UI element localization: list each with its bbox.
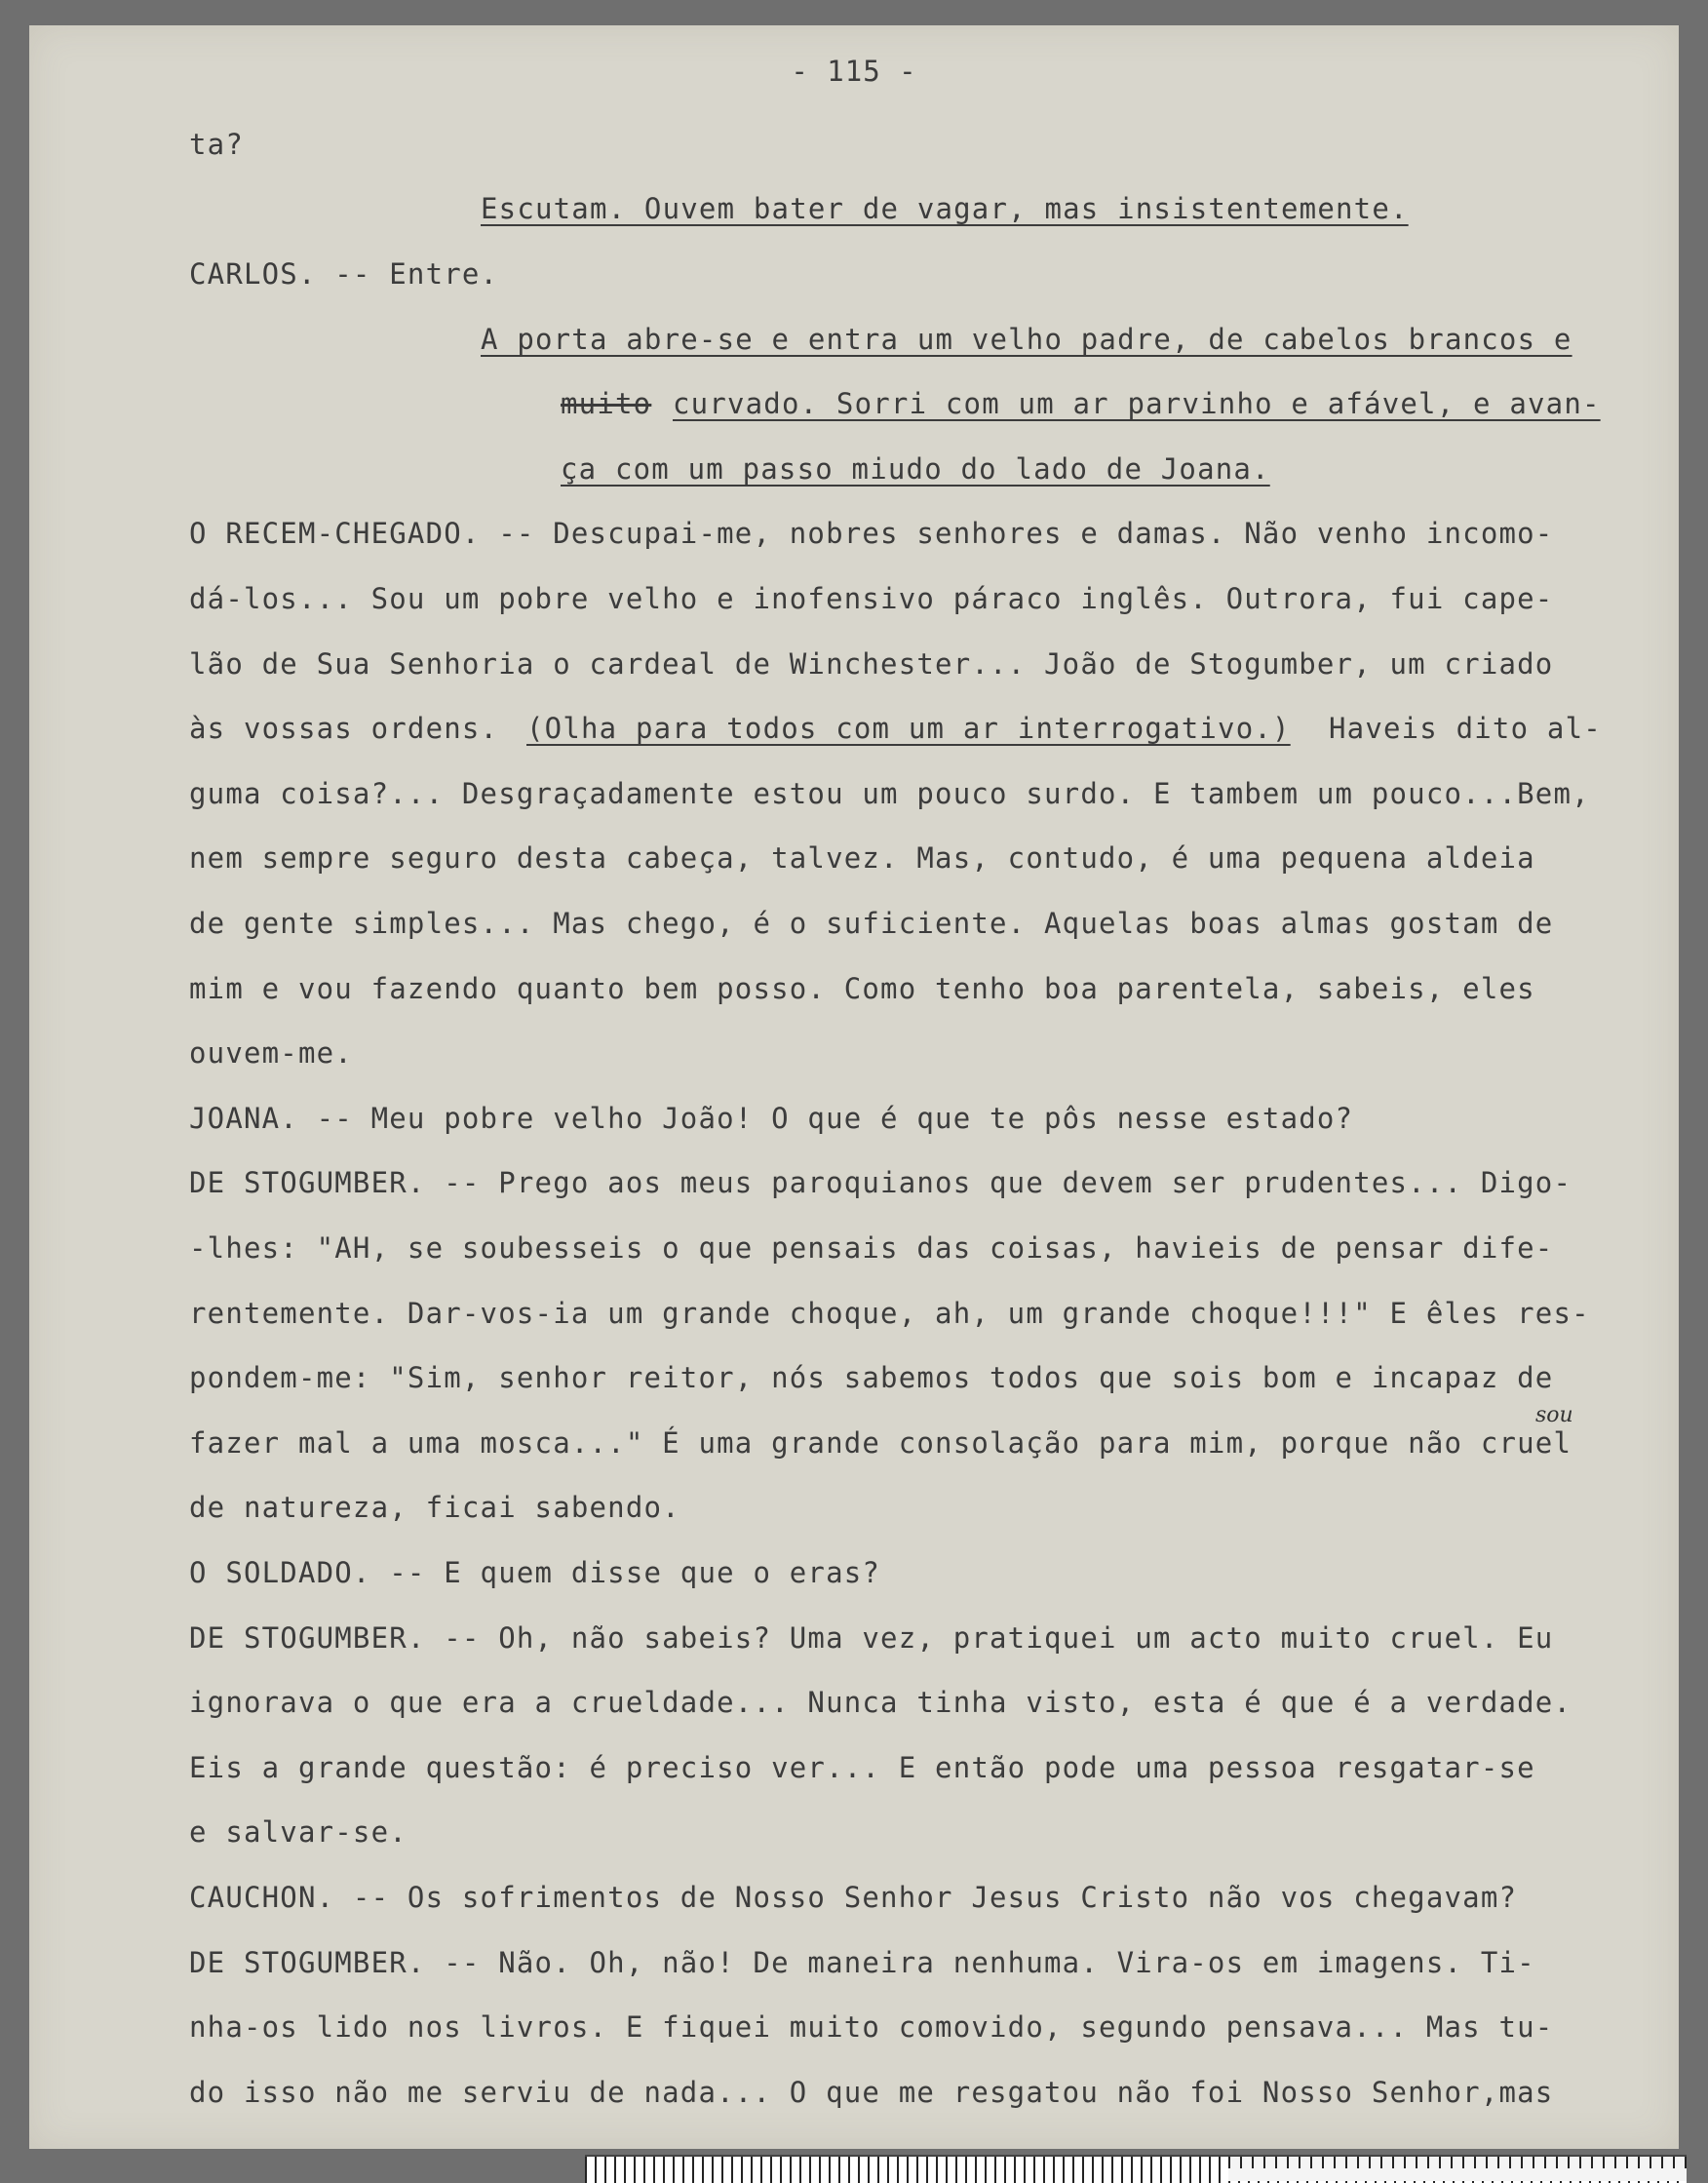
dialogue-line: de natureza, ficai sabendo.: [189, 1491, 680, 1524]
stage-direction: A porta abre-se e entra um velho padre, de cabelos brancos e: [481, 323, 1572, 356]
dialogue-line: O SOLDADO. -- E quem disse que o eras?: [189, 1556, 881, 1589]
handwritten-correction: sou: [1535, 1403, 1573, 1427]
dialogue-line: guma coisa?... Desgraçadamente estou um pouco surdo. E tambem um pouco...Bem,: [189, 777, 1590, 810]
struck-word: muito: [561, 387, 652, 420]
dialogue-line: O RECEM-CHEGADO. -- Descupai-me, nobres senhores e damas. Não venho incomo-: [189, 517, 1554, 550]
dialogue-line: às vossas ordens.: [189, 712, 499, 745]
dialogue-line: ouvem-me.: [189, 1036, 353, 1070]
dialogue-line: dá-los... Sou um pobre velho e inofensivo páraco inglês. Outrora, fui cape-: [189, 582, 1554, 615]
stage-direction: curvado. Sorri com um ar parvinho e afável, e avan-: [673, 387, 1601, 420]
dialogue-line: ignorava o que era a crueldade... Nunca tinha visto, esta é que é a verdade.: [189, 1686, 1572, 1719]
dialogue-line: DE STOGUMBER. -- Não. Oh, não! De maneira nenhuma. Vira-os em imagens. Ti-: [189, 1946, 1535, 1979]
dialogue-line: lão de Sua Senhoria o cardeal de Winchester... João de Stogumber, um criado: [189, 647, 1554, 681]
dialogue-line: Eis a grande questão: é preciso ver... E então pode uma pessoa resgatar-se: [189, 1751, 1535, 1784]
scale-ruler-ticks: [1228, 2157, 1687, 2168]
dialogue-line: JOANA. -- Meu pobre velho João! O que é que te pôs nesse estado?: [189, 1102, 1354, 1135]
dialogue-line: fazer mal a uma mosca..." É uma grande consolação para mim, porque não cruel: [189, 1426, 1572, 1460]
dialogue-line: CAUCHON. -- Os sofrimentos de Nosso Senhor Jesus Cristo não vos chegavam?: [189, 1881, 1518, 1914]
dialogue-line: e salvar-se.: [189, 1815, 408, 1849]
dialogue-line: nha-os lido nos livros. E fiquei muito comovido, segundo pensava... Mas tu-: [189, 2010, 1554, 2044]
page-number: - 115 -: [791, 55, 917, 88]
dialogue-line: DE STOGUMBER. -- Prego aos meus paroquianos que devem ser prudentes... Digo-: [189, 1166, 1572, 1199]
dialogue-line: pondem-me: "Sim, senhor reitor, nós sabemos todos que sois bom e incapaz de: [189, 1361, 1554, 1394]
dialogue-line: mim e vou fazendo quanto bem posso. Como tenho boa parentela, sabeis, eles: [189, 972, 1535, 1005]
typescript-page: [29, 25, 1679, 2149]
dialogue-line: DE STOGUMBER. -- Oh, não sabeis? Uma vez, pratiquei um acto muito cruel. Eu: [189, 1621, 1554, 1655]
inline-stage-direction: (Olha para todos com um ar interrogativo.): [526, 712, 1291, 745]
dialogue-line: Haveis dito al-: [1329, 712, 1602, 745]
dialogue-line: rentemente. Dar-vos-ia um grande choque, ah, um grande choque!!!" E êles res-: [189, 1297, 1590, 1330]
dialogue-line: CARLOS. -- Entre.: [189, 257, 499, 291]
dialogue-line: de gente simples... Mas chego, é o suficiente. Aquelas boas almas gostam de: [189, 907, 1554, 940]
stage-direction: Escutam. Ouvem bater de vagar, mas insistentemente.: [481, 192, 1409, 225]
text-line: ta?: [189, 128, 244, 161]
dialogue-line: -lhes: "AH, se soubesseis o que pensais das coisas, havieis de pensar dife-: [189, 1231, 1554, 1265]
stage-direction: ça com um passo miudo do lado de Joana.: [561, 452, 1270, 486]
dialogue-line: nem sempre seguro desta cabeça, talvez. Mas, contudo, é uma pequena aldeia: [189, 841, 1535, 875]
dialogue-line: do isso não me serviu de nada... O que me resgatou não foi Nosso Senhor,mas: [189, 2076, 1554, 2109]
